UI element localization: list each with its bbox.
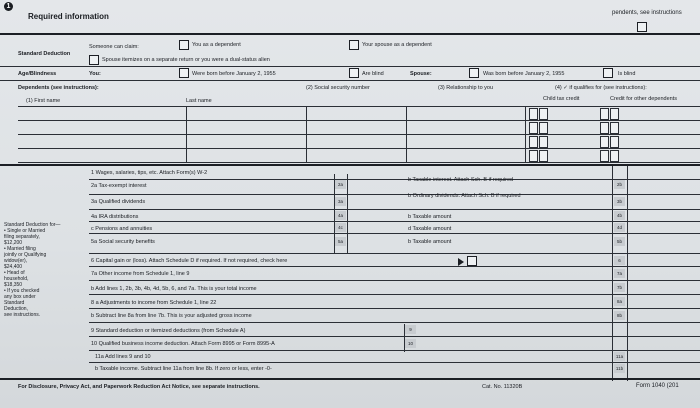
rule bbox=[89, 221, 700, 222]
line-4b-number: 4b bbox=[614, 211, 625, 220]
spouse-dependent-checkbox[interactable] bbox=[349, 40, 359, 50]
line-9-label: 9 Standard deduction or itemized deductions (from Schedule A) bbox=[91, 328, 246, 334]
child-tax-credit-checkbox[interactable] bbox=[529, 136, 538, 148]
credit-other-checkbox[interactable] bbox=[610, 108, 619, 120]
line-4d-number: 4d bbox=[614, 223, 625, 232]
form-number: Form 1040 (201 bbox=[636, 383, 679, 389]
spouse-born-checkbox[interactable] bbox=[469, 68, 479, 78]
age-blindness-label: Age/Blindness bbox=[18, 71, 57, 77]
rule bbox=[89, 280, 700, 281]
credit-other-col-header: Credit for other dependents bbox=[610, 96, 677, 102]
line-8b-number: 8b bbox=[614, 311, 625, 320]
standard-deduction-label: Standard Deduction bbox=[18, 51, 71, 57]
rule bbox=[0, 66, 700, 67]
header-rule bbox=[0, 33, 700, 35]
rule bbox=[89, 194, 700, 195]
line-3b-label: b Ordinary dividends. Attach Sch. B if required bbox=[408, 193, 521, 199]
child-tax-credit-checkbox[interactable] bbox=[529, 150, 538, 162]
you-label: You: bbox=[89, 71, 101, 77]
line-8a-label: 8 a Adjustments to income from Schedule 1, line 22 bbox=[91, 300, 217, 306]
dependents-row-line bbox=[18, 120, 700, 121]
dependents-row-line bbox=[18, 148, 700, 149]
col-line bbox=[627, 166, 628, 381]
dependents-col-line bbox=[186, 106, 187, 162]
dependents-label: Dependents (see instructions): bbox=[18, 85, 99, 91]
first-name-col-header: (1) First name bbox=[26, 98, 61, 104]
credit-other-checkbox[interactable] bbox=[610, 150, 619, 162]
you-born-label: Were born before January 2, 1955 bbox=[192, 71, 276, 77]
credit-other-checkbox[interactable] bbox=[610, 136, 619, 148]
last-name-col-header: Last name bbox=[186, 98, 212, 104]
line-4a-label: 4a IRA distributions bbox=[91, 214, 139, 220]
you-blind-checkbox[interactable] bbox=[349, 68, 359, 78]
someone-can-claim-label: Someone can claim: bbox=[89, 44, 139, 50]
line-7b-label: b Add lines 1, 2b, 3b, 4b, 4d, 5b, 6, and 7a. This is your total income bbox=[91, 286, 257, 292]
line-6-number: 6 bbox=[614, 256, 625, 265]
rule bbox=[89, 233, 700, 234]
sidebar-line: filing separately, bbox=[4, 234, 40, 240]
col-line bbox=[347, 174, 348, 254]
child-tax-credit-checkbox[interactable] bbox=[539, 122, 548, 134]
sidebar-line: Deduction, bbox=[4, 306, 28, 312]
sidebar-title: Standard Deduction for— bbox=[4, 222, 61, 228]
rule bbox=[0, 80, 700, 81]
line-10-label: 10 Qualified business income deduction. Attach Form 8995 or Form 8995-A bbox=[91, 341, 275, 347]
dependents-row-line bbox=[18, 162, 700, 163]
ssn-col-header: (2) Social security number bbox=[306, 85, 370, 91]
standard-deduction-sidebar bbox=[4, 222, 60, 318]
line-1-label: 1 Wages, salaries, tips, etc. Attach Form(s) W-2 bbox=[91, 170, 208, 176]
sidebar-line: any box under bbox=[4, 294, 36, 300]
dependents-note: pendents, see instructions bbox=[612, 10, 682, 16]
sidebar-line: $12,200 bbox=[4, 240, 23, 246]
line-6-label: 6 Capital gain or (loss). Attach Schedule D if required. If not required, check here bbox=[91, 258, 288, 264]
rule bbox=[89, 322, 700, 323]
line-11a-label: 11a Add lines 9 and 10 bbox=[95, 354, 151, 360]
sidebar-line: household, bbox=[4, 276, 29, 282]
dependents-row-line bbox=[18, 106, 700, 107]
line-4b-label: b Taxable amount bbox=[408, 214, 452, 220]
sidebar-line: • If you checked bbox=[4, 288, 40, 294]
rule bbox=[89, 253, 700, 254]
arrow-icon bbox=[458, 258, 464, 266]
relationship-col-header: (3) Relationship to you bbox=[438, 85, 494, 91]
dependents-checkbox[interactable] bbox=[637, 22, 647, 32]
rule bbox=[89, 209, 700, 210]
spouse-born-label: Was born before January 2, 1955 bbox=[483, 71, 565, 77]
dependents-col-line bbox=[406, 106, 407, 162]
line-2a-number: 2a bbox=[335, 180, 346, 189]
footer-notice: For Disclosure, Privacy Act, and Paperwork Reduction Act Notice, see separate instructions. bbox=[18, 384, 260, 390]
line-2a-label: 2a Tax-exempt interest bbox=[91, 183, 147, 189]
footer-rule bbox=[0, 378, 700, 380]
qualifies-col-header: (4) ✓ if qualifies for (see instructions): bbox=[555, 85, 647, 91]
dependents-col-line bbox=[306, 106, 307, 162]
line-3a-number: 3a bbox=[335, 197, 346, 206]
rule bbox=[89, 362, 700, 363]
sidebar-line: jointly or Qualifying bbox=[4, 252, 47, 258]
section-rule bbox=[0, 164, 700, 166]
line-5a-number: 5a bbox=[335, 237, 346, 246]
line-10-number: 10 bbox=[405, 339, 416, 348]
rule bbox=[89, 336, 700, 337]
spouse-dependent-label: Your spouse as a dependent bbox=[362, 42, 432, 48]
spouse-label: Spouse: bbox=[410, 71, 432, 77]
line-9-number: 9 bbox=[405, 325, 416, 334]
line-2b-number: 2b bbox=[614, 180, 625, 189]
line-11b-number: 11b bbox=[615, 366, 624, 371]
sidebar-line: Standard bbox=[4, 300, 25, 306]
child-tax-credit-checkbox[interactable] bbox=[539, 150, 548, 162]
line-7a-label: 7a Other income from Schedule 1, line 9 bbox=[91, 271, 190, 277]
dependents-col-line bbox=[525, 106, 526, 162]
sidebar-lines bbox=[4, 228, 60, 318]
child-tax-credit-col-header: Child tax credit bbox=[543, 96, 580, 102]
rule bbox=[89, 350, 700, 351]
section-title: Required information bbox=[28, 12, 109, 21]
cat-number: Cat. No. 11320B bbox=[482, 384, 523, 390]
line-7b-number: 7b bbox=[614, 283, 625, 292]
line-4c-number: 4c bbox=[335, 223, 346, 232]
sidebar-line: $18,350 bbox=[4, 282, 23, 288]
line-2b-label: b Taxable interest. Attach Sch. B if required bbox=[408, 177, 514, 183]
rule bbox=[89, 266, 700, 267]
you-dependent-label: You as a dependent bbox=[192, 42, 241, 48]
spouse-itemizes-label: Spouse itemizes on a separate return or you were a dual-status alien bbox=[102, 57, 270, 63]
line-5b-label: b Taxable amount bbox=[408, 239, 452, 245]
line-4d-label: d Taxable amount bbox=[408, 226, 452, 232]
sidebar-line: • Head of bbox=[4, 270, 25, 276]
step-badge: 1 bbox=[4, 2, 13, 11]
you-blind-label: Are blind bbox=[362, 71, 384, 77]
sidebar-line: $24,400 bbox=[4, 264, 23, 270]
sidebar-line: • Married filing bbox=[4, 246, 36, 252]
line-8b-label: b Subtract line 8a from line 7b. This is your adjusted gross income bbox=[91, 313, 252, 319]
child-tax-credit-checkbox[interactable] bbox=[529, 122, 538, 134]
you-dependent-checkbox[interactable] bbox=[179, 40, 189, 50]
credit-other-checkbox[interactable] bbox=[600, 136, 609, 148]
line-11b-label: b Taxable income. Subtract line 11a from line 8b. If zero or less, enter -0- bbox=[95, 366, 272, 372]
line-5b-number: 5b bbox=[614, 237, 625, 246]
credit-other-checkbox[interactable] bbox=[600, 108, 609, 120]
line-7a-number: 7a bbox=[614, 269, 625, 278]
line-3b-number: 3b bbox=[614, 197, 625, 206]
line-4c-label: c Pensions and annuities bbox=[91, 226, 153, 232]
credit-other-checkbox[interactable] bbox=[600, 150, 609, 162]
col-line bbox=[612, 166, 613, 381]
credit-other-checkbox[interactable] bbox=[610, 122, 619, 134]
sidebar-line: • Single or Married bbox=[4, 228, 46, 234]
line-3a-label: 3a Qualified dividends bbox=[91, 199, 146, 205]
credit-other-checkbox[interactable] bbox=[600, 122, 609, 134]
dependents-row-line bbox=[18, 134, 700, 135]
line-4a-number: 4a bbox=[335, 211, 346, 220]
sidebar-line: see instructions. bbox=[4, 312, 41, 318]
line-6-checkbox[interactable] bbox=[467, 256, 477, 266]
spouse-itemizes-checkbox[interactable] bbox=[89, 55, 99, 65]
line-11a-number: 11a bbox=[615, 354, 624, 359]
spouse-blind-label: Is blind bbox=[618, 71, 636, 77]
child-tax-credit-checkbox[interactable] bbox=[529, 108, 538, 120]
rule bbox=[89, 308, 700, 309]
sidebar-line: widow(er), bbox=[4, 258, 28, 264]
rule bbox=[89, 294, 700, 295]
child-tax-credit-checkbox[interactable] bbox=[539, 136, 548, 148]
you-born-checkbox[interactable] bbox=[179, 68, 189, 78]
line-5a-label: 5a Social security benefits bbox=[91, 239, 155, 245]
spouse-blind-checkbox[interactable] bbox=[603, 68, 613, 78]
rule bbox=[89, 179, 700, 180]
line-8a-number: 8a bbox=[614, 297, 625, 306]
child-tax-credit-checkbox[interactable] bbox=[539, 108, 548, 120]
